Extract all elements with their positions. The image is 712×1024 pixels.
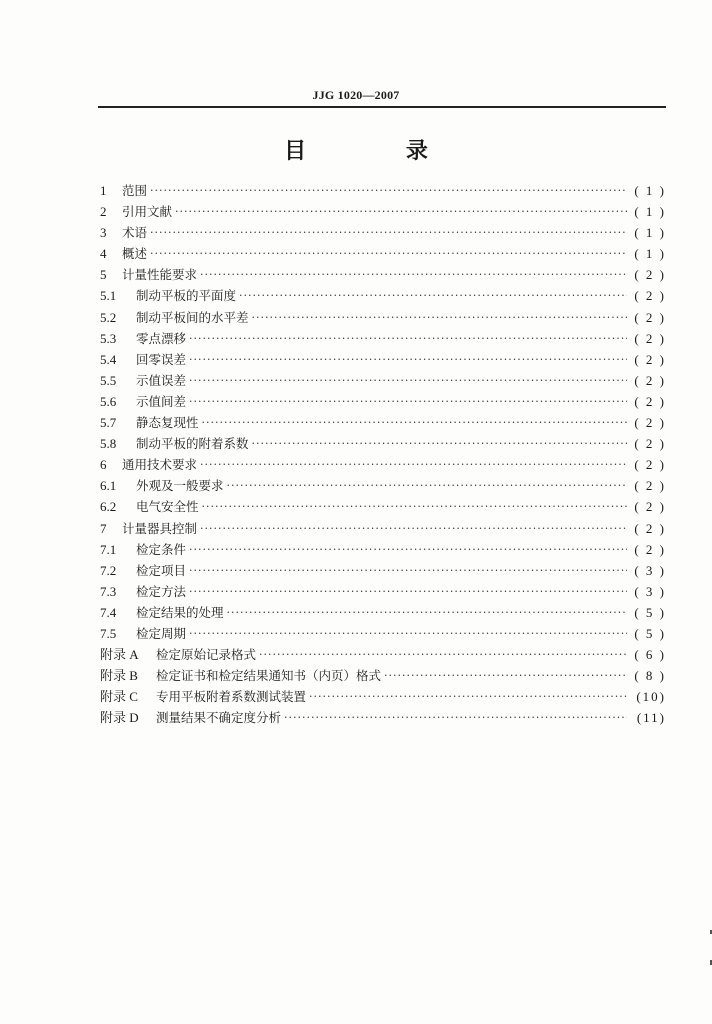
toc-entry-number: 6.1 <box>100 478 117 494</box>
toc-entry-number: 1 <box>100 183 107 198</box>
leader-dots <box>150 243 627 264</box>
leader-dots <box>202 412 627 433</box>
toc-entry-number: 5 <box>100 267 107 283</box>
toc-entry[interactable] <box>100 391 666 412</box>
table-of-contents <box>100 180 666 728</box>
toc-entry-page: ( 2 ) <box>634 330 666 346</box>
toc-entry-number: 附录 C <box>100 689 138 705</box>
toc-entry-label: 回零误差 <box>136 351 187 367</box>
toc-entry[interactable] <box>100 349 666 370</box>
leader-dots <box>189 539 627 560</box>
leader-dots <box>200 518 627 539</box>
toc-entry-number: 4 <box>100 246 107 262</box>
toc-entry[interactable] <box>100 518 666 539</box>
toc-entry-page: ( 3 ) <box>634 583 666 599</box>
toc-entry-page: ( 2 ) <box>634 288 666 304</box>
toc-entry-page: (10) <box>636 689 666 705</box>
toc-entry[interactable] <box>100 433 666 454</box>
toc-entry[interactable] <box>100 644 666 665</box>
toc-entry-label: 范围 <box>122 183 148 198</box>
toc-entry-page: ( 2 ) <box>634 457 666 473</box>
toc-entry-number: 附录 D <box>100 710 139 726</box>
toc-entry[interactable] <box>100 285 666 306</box>
toc-entry-page: ( 2 ) <box>634 267 666 283</box>
toc-entry[interactable] <box>100 602 666 623</box>
header-rule <box>98 106 666 108</box>
toc-entry-page: ( 2 ) <box>634 436 666 452</box>
toc-entry-page: ( 1 ) <box>634 246 666 262</box>
toc-entry-label: 制动平板的附着系数 <box>136 436 249 452</box>
leader-dots <box>309 686 627 707</box>
toc-entry-label: 制动平板间的水平差 <box>136 309 249 325</box>
leader-dots <box>227 602 627 623</box>
toc-entry-number: 6 <box>100 457 107 473</box>
toc-entry-page: ( 2 ) <box>634 499 666 515</box>
leader-dots <box>189 581 627 602</box>
toc-entry-label: 专用平板附着系数测试装置 <box>156 689 307 705</box>
leader-dots <box>189 370 627 391</box>
toc-entry-number: 5.8 <box>100 436 117 452</box>
toc-entry-page: (11) <box>636 710 666 726</box>
leader-dots <box>175 201 627 222</box>
leader-dots <box>252 307 627 328</box>
toc-entry-label: 引用文献 <box>122 204 173 220</box>
toc-entry-label: 概述 <box>122 246 148 262</box>
toc-entry-number: 7.1 <box>100 541 117 557</box>
toc-entry[interactable] <box>100 686 666 707</box>
toc-entry-page: ( 1 ) <box>634 204 666 220</box>
toc-entry[interactable] <box>100 180 666 201</box>
toc-entry-number: 5.4 <box>100 351 117 367</box>
leader-dots <box>150 180 627 201</box>
toc-entry-number: 附录 B <box>100 668 138 684</box>
toc-entry-label: 检定结果的处理 <box>136 604 224 620</box>
toc-entry-page: ( 2 ) <box>634 351 666 367</box>
toc-entry-page: ( 2 ) <box>634 541 666 557</box>
toc-entry-label: 计量性能要求 <box>122 267 198 283</box>
toc-entry-number: 附录 A <box>100 647 139 663</box>
leader-dots <box>150 222 627 243</box>
toc-entry-label: 检定条件 <box>136 541 187 557</box>
toc-entry-number: 5.3 <box>100 330 117 346</box>
leader-dots <box>200 264 627 285</box>
toc-entry-number: 5.5 <box>100 372 117 388</box>
toc-entry[interactable] <box>100 623 666 644</box>
leader-dots <box>259 644 627 665</box>
toc-entry-number: 7.2 <box>100 562 117 578</box>
toc-entry-number: 5.7 <box>100 415 117 431</box>
toc-entry-page: ( 6 ) <box>634 647 666 663</box>
toc-entry[interactable] <box>100 243 666 264</box>
toc-entry[interactable] <box>100 475 666 496</box>
toc-entry-label: 检定项目 <box>136 562 187 578</box>
toc-entry[interactable] <box>100 454 666 475</box>
leader-dots <box>252 433 627 454</box>
toc-entry-page: ( 1 ) <box>634 183 666 198</box>
toc-entry-number: 6.2 <box>100 499 117 515</box>
toc-entry-label: 制动平板的平面度 <box>136 288 237 304</box>
toc-entry-label: 检定证书和检定结果通知书（内页）格式 <box>156 668 382 684</box>
toc-entry[interactable] <box>100 370 666 391</box>
toc-entry-page: ( 2 ) <box>634 415 666 431</box>
toc-entry-label: 外观及一般要求 <box>136 478 224 494</box>
toc-entry[interactable] <box>100 222 666 243</box>
toc-entry-page: ( 2 ) <box>634 393 666 409</box>
toc-entry-label: 测量结果不确定度分析 <box>156 710 282 726</box>
toc-entry-label: 电气安全性 <box>136 499 199 515</box>
toc-entry-number: 7 <box>100 520 107 536</box>
toc-entry-label: 检定原始记录格式 <box>156 647 257 663</box>
leader-dots <box>200 454 627 475</box>
leader-dots <box>384 665 627 686</box>
toc-entry-page: ( 5 ) <box>634 604 666 620</box>
toc-entry-number: 2 <box>100 204 107 220</box>
toc-entry[interactable] <box>100 201 666 222</box>
toc-entry-page: ( 3 ) <box>634 562 666 578</box>
toc-entry-label: 通用技术要求 <box>122 457 198 473</box>
toc-entry[interactable] <box>100 328 666 349</box>
leader-dots <box>189 560 627 581</box>
leader-dots <box>239 285 627 306</box>
toc-entry-page: ( 2 ) <box>634 372 666 388</box>
leader-dots <box>189 349 627 370</box>
leader-dots <box>189 623 627 644</box>
toc-entry-label: 示值误差 <box>136 372 187 388</box>
toc-entry-number: 7.4 <box>100 604 117 620</box>
toc-entry-number: 3 <box>100 225 107 241</box>
toc-title: 目 录 <box>284 139 474 164</box>
toc-entry-label: 检定周期 <box>136 625 187 641</box>
toc-entry-label: 术语 <box>122 225 148 241</box>
toc-entry-number: 5.1 <box>100 288 117 304</box>
toc-entry-number: 7.5 <box>100 625 117 641</box>
leader-dots <box>189 328 627 349</box>
toc-entry-label: 示值间差 <box>136 393 187 409</box>
leader-dots <box>284 707 627 728</box>
toc-entry-number: 7.3 <box>100 583 117 599</box>
toc-entry-label: 零点漂移 <box>136 330 187 346</box>
toc-entry[interactable] <box>100 307 666 328</box>
leader-dots <box>189 391 627 412</box>
toc-entry[interactable] <box>100 560 666 581</box>
toc-entry-number: 5.6 <box>100 393 117 409</box>
toc-entry-page: ( 2 ) <box>634 309 666 325</box>
leader-dots <box>202 496 627 517</box>
toc-entry-label: 检定方法 <box>136 583 187 599</box>
toc-entry-page: ( 2 ) <box>634 520 666 536</box>
toc-entry-label: 计量器具控制 <box>122 520 198 536</box>
toc-entry[interactable] <box>100 496 666 517</box>
toc-entry[interactable] <box>100 581 666 602</box>
toc-entry-number: 5.2 <box>100 309 117 325</box>
standard-code: JJG 1020—2007 <box>312 88 400 102</box>
toc-entry-page: ( 5 ) <box>634 625 666 641</box>
toc-entry-page: ( 8 ) <box>634 668 666 684</box>
toc-entry[interactable] <box>100 665 666 686</box>
toc-entry-page: ( 2 ) <box>634 478 666 494</box>
leader-dots <box>227 475 627 496</box>
toc-entry-label: 静态复现性 <box>136 415 199 431</box>
toc-entry[interactable] <box>100 412 666 433</box>
toc-entry[interactable] <box>100 264 666 285</box>
toc-entry-page: ( 1 ) <box>634 225 666 241</box>
toc-entry[interactable] <box>100 539 666 560</box>
toc-entry[interactable] <box>100 707 666 728</box>
